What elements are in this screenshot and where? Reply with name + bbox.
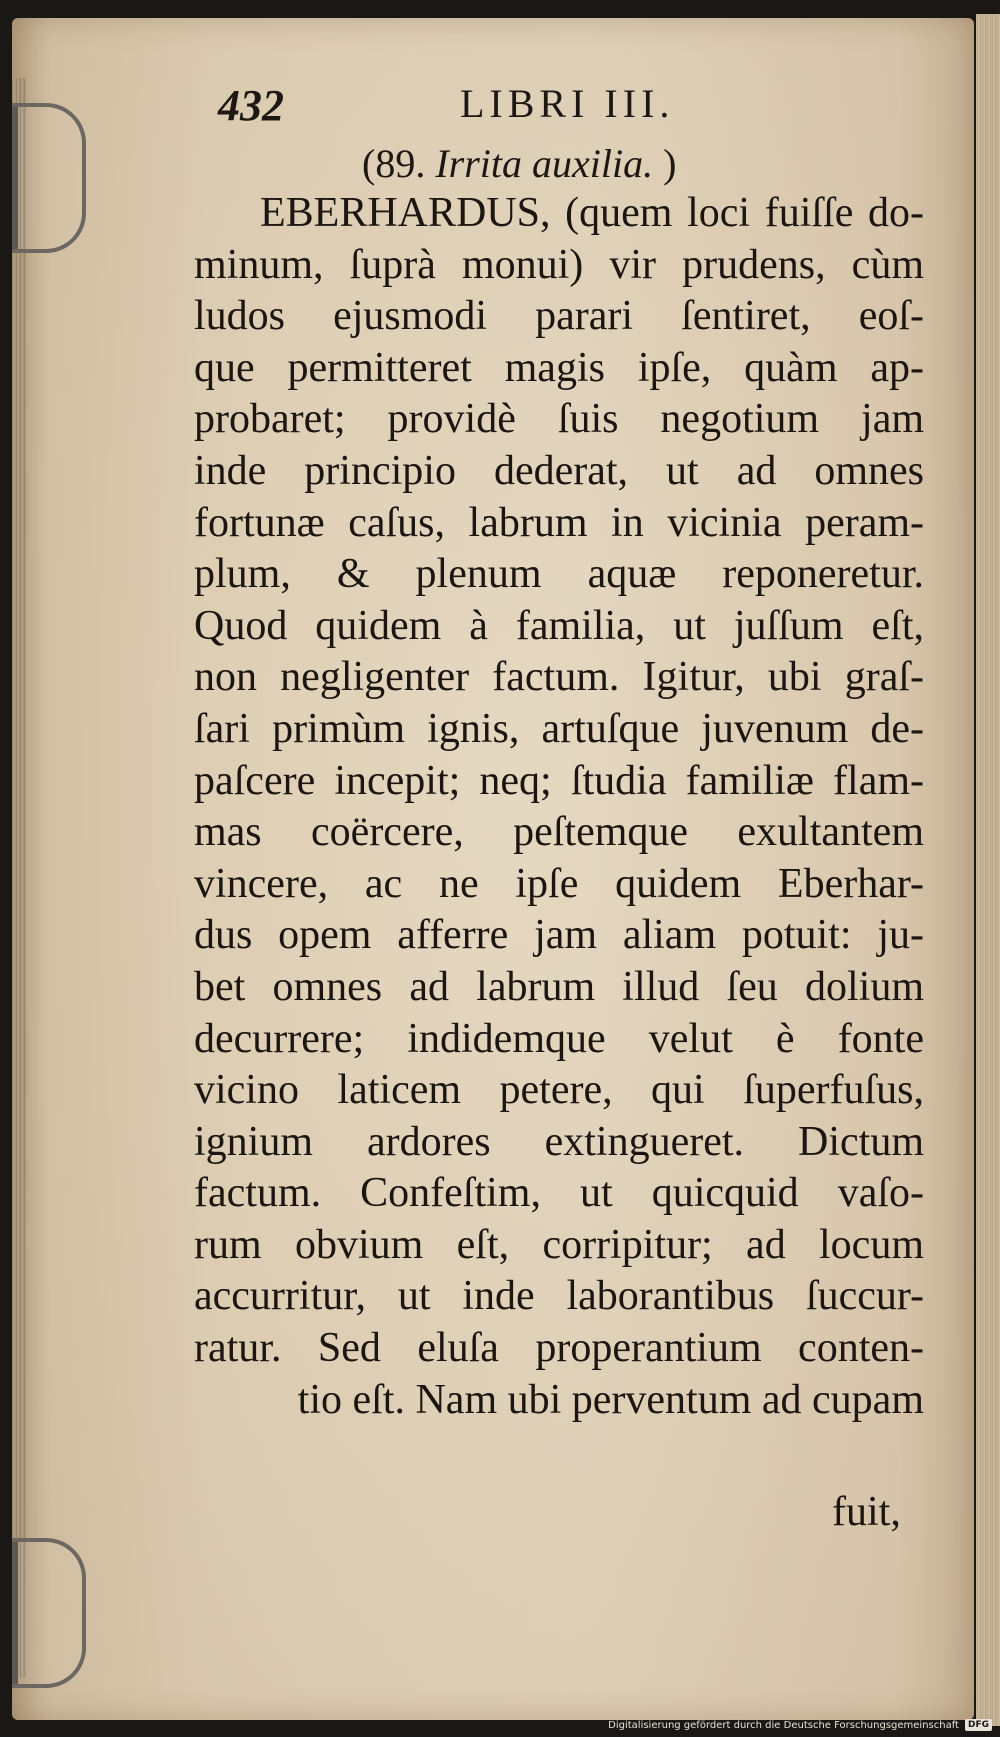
text-line: minum, ſuprà monui) vir prudens, cùm — [194, 241, 924, 288]
text-line: mas coërcere, peſtemque exultantem — [194, 809, 924, 856]
page-edges-left — [12, 78, 26, 1678]
section-heading — [362, 140, 676, 187]
catchword: fuit, — [832, 1489, 901, 1535]
text-line: probaret; providè ſuis negotium jam — [194, 396, 924, 443]
text-line: ludos ejusmodi parari ſentiret, eoſ- — [194, 293, 924, 340]
text-line: inde principio dederat, ut ad omnes — [194, 447, 924, 494]
text-line: EBERHARDUS, (quem loci fuiſſe do- — [260, 190, 924, 236]
text-line: ſari primùm ignis, artuſque juvenum de- — [194, 705, 924, 752]
book-page — [12, 18, 974, 1720]
text-line: tio eſt. Nam ubi perventum ad cupam — [297, 1376, 924, 1423]
book-clamp-bottom — [12, 1538, 86, 1688]
text-line: que permitteret magis ipſe, quàm ap- — [194, 344, 924, 391]
text-line: decurrere; indidemque velut è fonte — [194, 1015, 924, 1062]
text-line: paſcere incepit; neq; ſtudia familiæ flam- — [194, 757, 924, 804]
text-line: factum. Confeſtim, ut quicquid vaſo- — [194, 1170, 924, 1217]
text-line: ratur. Sed eluſa properantium conten- — [194, 1325, 924, 1372]
text-line: fortunæ caſus, labrum in vicinia peram- — [194, 499, 924, 546]
body-text — [194, 188, 924, 1426]
book-clamp-top — [12, 103, 86, 253]
section-title: Irrita auxilia. — [435, 141, 654, 186]
dfg-logo: DFG — [965, 1719, 992, 1731]
section-number: (89. — [362, 141, 426, 186]
footer-text: Digitalisierung gefördert durch die Deutsche Forschungsgemeinschaft — [608, 1719, 959, 1731]
text-line: vincere, ac ne ipſe quidem Eberhar- — [194, 860, 924, 907]
text-line: ignium ardores extingueret. Dictum — [194, 1118, 924, 1165]
page-number: 432 — [218, 81, 284, 130]
text-line: Quod quidem à familia, ut juſſum eſt, — [194, 602, 924, 649]
page-edges-right — [976, 14, 1000, 1726]
text-line: non negligenter factum. Igitur, ubi graſ- — [194, 654, 924, 701]
text-line: rum obvium eſt, corripitur; ad locum — [194, 1221, 924, 1268]
text-line: accurritur, ut inde laborantibus ſuccur- — [194, 1273, 924, 1320]
text-line: vicino laticem petere, qui ſuperfuſus, — [194, 1067, 924, 1114]
running-title: LIBRI III. — [460, 81, 675, 126]
text-line: dus opem afferre jam aliam potuit: ju- — [194, 912, 924, 959]
text-line: bet omnes ad labrum illud ſeu dolium — [194, 963, 924, 1010]
section-close: ) — [663, 141, 677, 186]
digitization-footer — [608, 1719, 992, 1731]
text-line: plum, & plenum aquæ reponeretur. — [194, 551, 924, 598]
